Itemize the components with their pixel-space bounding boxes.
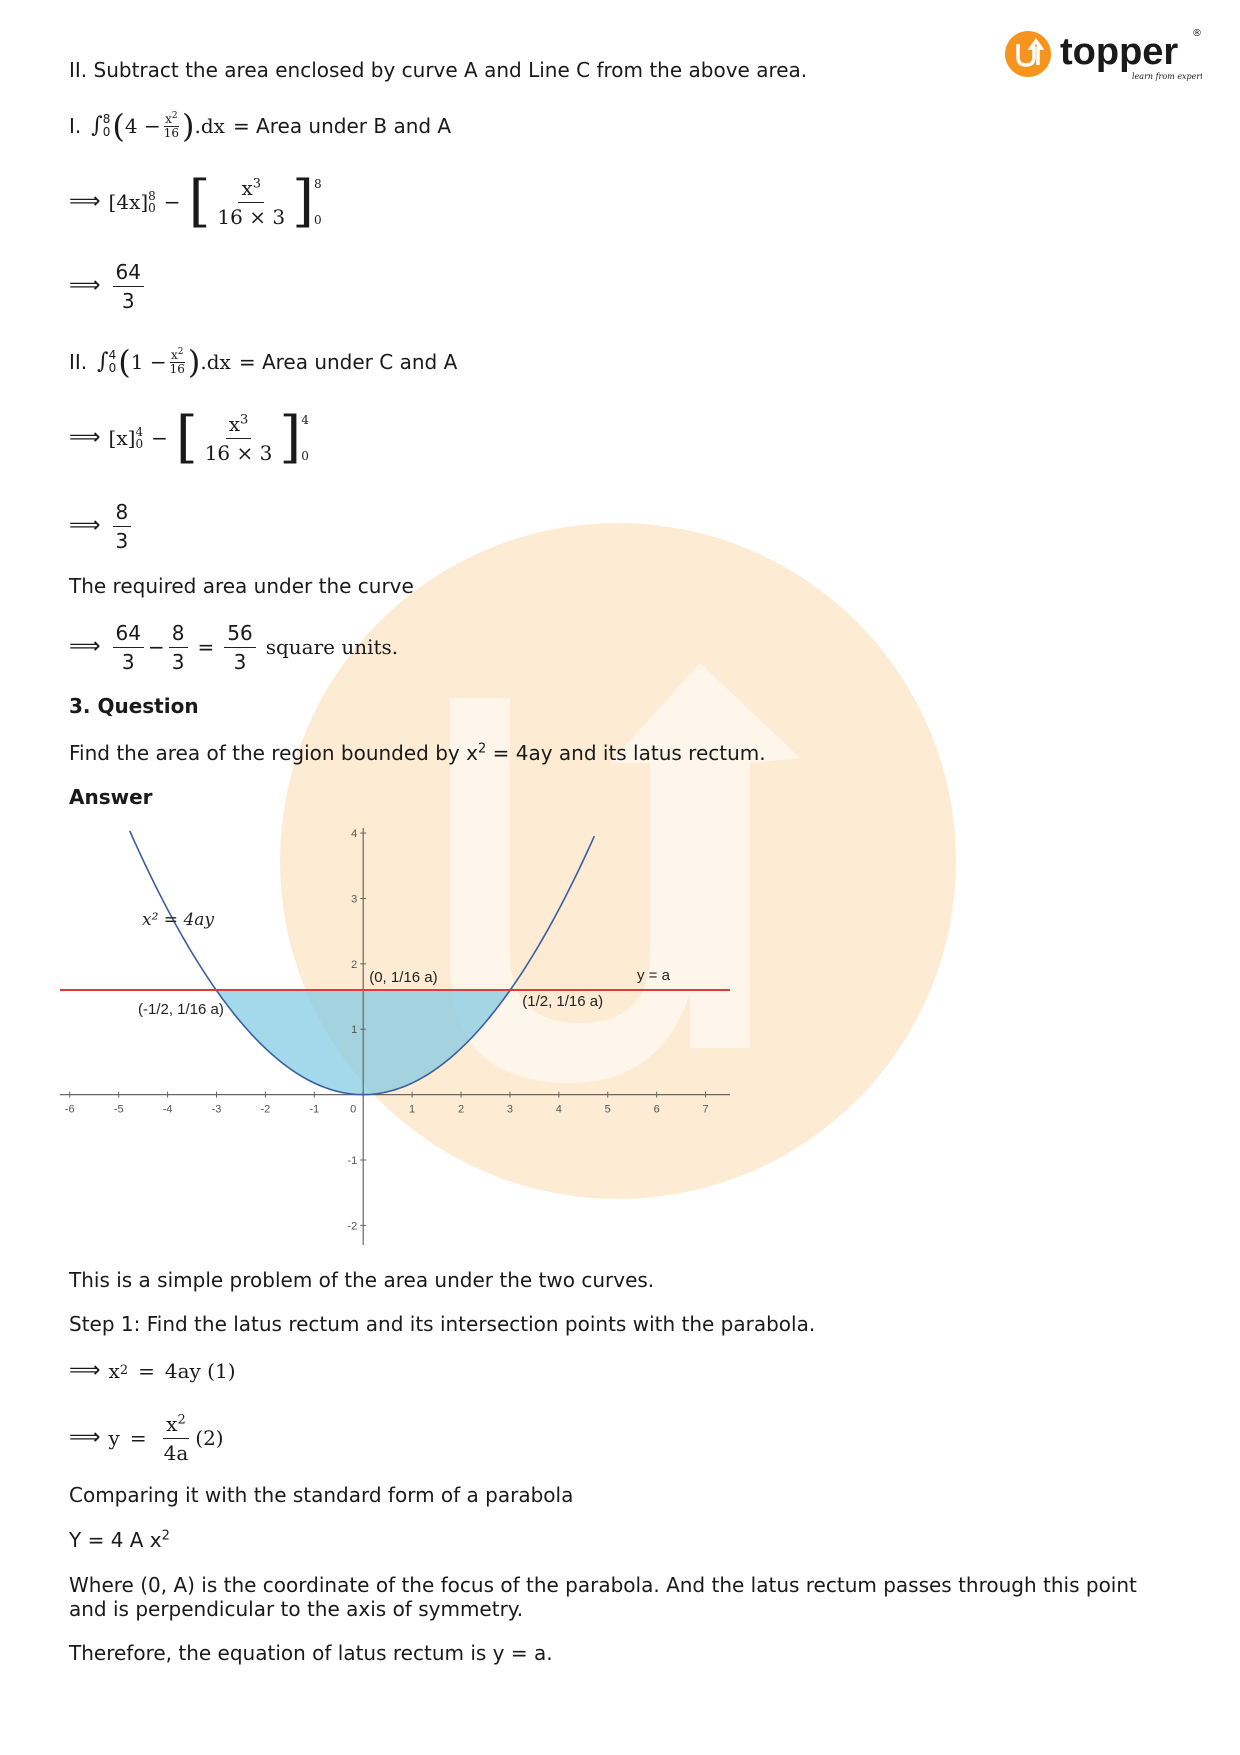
question-heading: 3. Question bbox=[69, 694, 199, 718]
parabola-label: x² = 4ay bbox=[142, 910, 215, 930]
therefore-text: Therefore, the equation of latus rectum is y = a. bbox=[69, 1641, 553, 1665]
question-text: Find the area of the region bounded by $x^2 = 4ay$ and its latus rectum. bbox=[69, 741, 766, 765]
eq-2: ⟹ y = $\frac{x^2}{4a}$ (2) bbox=[69, 1411, 224, 1465]
y-tick-label: 2 bbox=[351, 958, 358, 971]
x-tick-label: 6 bbox=[653, 1103, 660, 1116]
x-tick-label: -4 bbox=[162, 1103, 173, 1116]
x-tick-label: 0 bbox=[350, 1103, 357, 1116]
x-tick-label: -1 bbox=[309, 1103, 320, 1116]
where-text-2: and is perpendicular to the axis of symmetry. bbox=[69, 1597, 524, 1621]
x-tick-label: 5 bbox=[604, 1103, 611, 1116]
x-tick-label: 7 bbox=[702, 1103, 709, 1116]
where-text-1: Where (0, A) is the coordinate of the focus of the parabola. And the latus rectum passes through this point bbox=[69, 1573, 1137, 1597]
x-tick-label: 4 bbox=[555, 1103, 562, 1116]
result-64-3: ⟹ $\frac{64}{3}$ bbox=[69, 258, 148, 314]
step-eq-1: ⟹ [4x] 8 0 − [ $\frac{x^3}{16 \times 3}$ ] 8 0 bbox=[69, 169, 322, 234]
final-result: ⟹ $\frac{64}{3}$ − $\frac{8}{3}$ = $\frac{56}{3}$ square units. bbox=[69, 620, 399, 674]
integral-ii: II. ∫ 4 0 ( 1 − $\frac{x^2}{16}$ ) .dx = Area under C and A bbox=[69, 343, 458, 381]
x-tick-label: 3 bbox=[506, 1103, 513, 1116]
answer-heading: Answer bbox=[69, 785, 153, 809]
step-ii-text: II. Subtract the area enclosed by curve A and Line C from the above area. bbox=[69, 58, 808, 82]
topper-logo bbox=[1002, 24, 1202, 84]
line-label: y = a bbox=[637, 967, 670, 984]
right-point-label: (1/2, 1/16 a) bbox=[522, 993, 604, 1010]
y-tick-label: 4 bbox=[351, 828, 358, 841]
result-8-3: ⟹ $\frac{8}{3}$ bbox=[69, 498, 135, 554]
x-tick-label: -5 bbox=[113, 1103, 124, 1116]
y-tick-label: -1 bbox=[347, 1155, 358, 1167]
logo-circle-icon bbox=[1005, 31, 1051, 77]
left-point-label: (-1/2, 1/16 a) bbox=[138, 1001, 224, 1018]
step1-text: Step 1: Find the latus rectum and its intersection points with the parabola. bbox=[69, 1312, 816, 1336]
x-tick-label: 1 bbox=[409, 1103, 416, 1116]
y-tick-label: 1 bbox=[351, 1024, 358, 1037]
x-tick-label: -3 bbox=[211, 1103, 222, 1116]
logo-brand: topper bbox=[1060, 31, 1179, 73]
step-eq-2: ⟹ [x] 4 0 − [ $\frac{x^3}{16 \times 3}$ ] 4 0 bbox=[69, 405, 309, 470]
integral-i: I. ∫ 8 0 ( 4 − $\frac{x^2}{16}$ ) .dx = Area under B and A bbox=[69, 107, 452, 145]
x-tick-label: -2 bbox=[260, 1103, 271, 1116]
comparing-text: Comparing it with the standard form of a parabola bbox=[69, 1483, 574, 1507]
y-tick-label: -2 bbox=[347, 1220, 358, 1233]
eq-1: ⟹ x 2 = 4ay (1) bbox=[69, 1358, 236, 1383]
simple-problem-text: This is a simple problem of the area under the two curves. bbox=[69, 1268, 655, 1292]
svg-text:®: ® bbox=[1192, 28, 1202, 39]
y-tick-label: 3 bbox=[351, 893, 358, 906]
standard-form: Y = 4 A $x^2$ bbox=[69, 1528, 170, 1552]
label-i: I. bbox=[69, 114, 82, 138]
x-tick-label: 2 bbox=[457, 1103, 465, 1116]
logo-tagline: learn from experts bbox=[1132, 72, 1202, 81]
label-ii: II. bbox=[69, 350, 88, 374]
parabola-graph bbox=[60, 820, 740, 1245]
x-tick-label: -6 bbox=[64, 1103, 75, 1116]
required-area-text: The required area under the curve bbox=[69, 574, 414, 598]
focus-point-label: (0, 1/16 a) bbox=[369, 969, 438, 986]
